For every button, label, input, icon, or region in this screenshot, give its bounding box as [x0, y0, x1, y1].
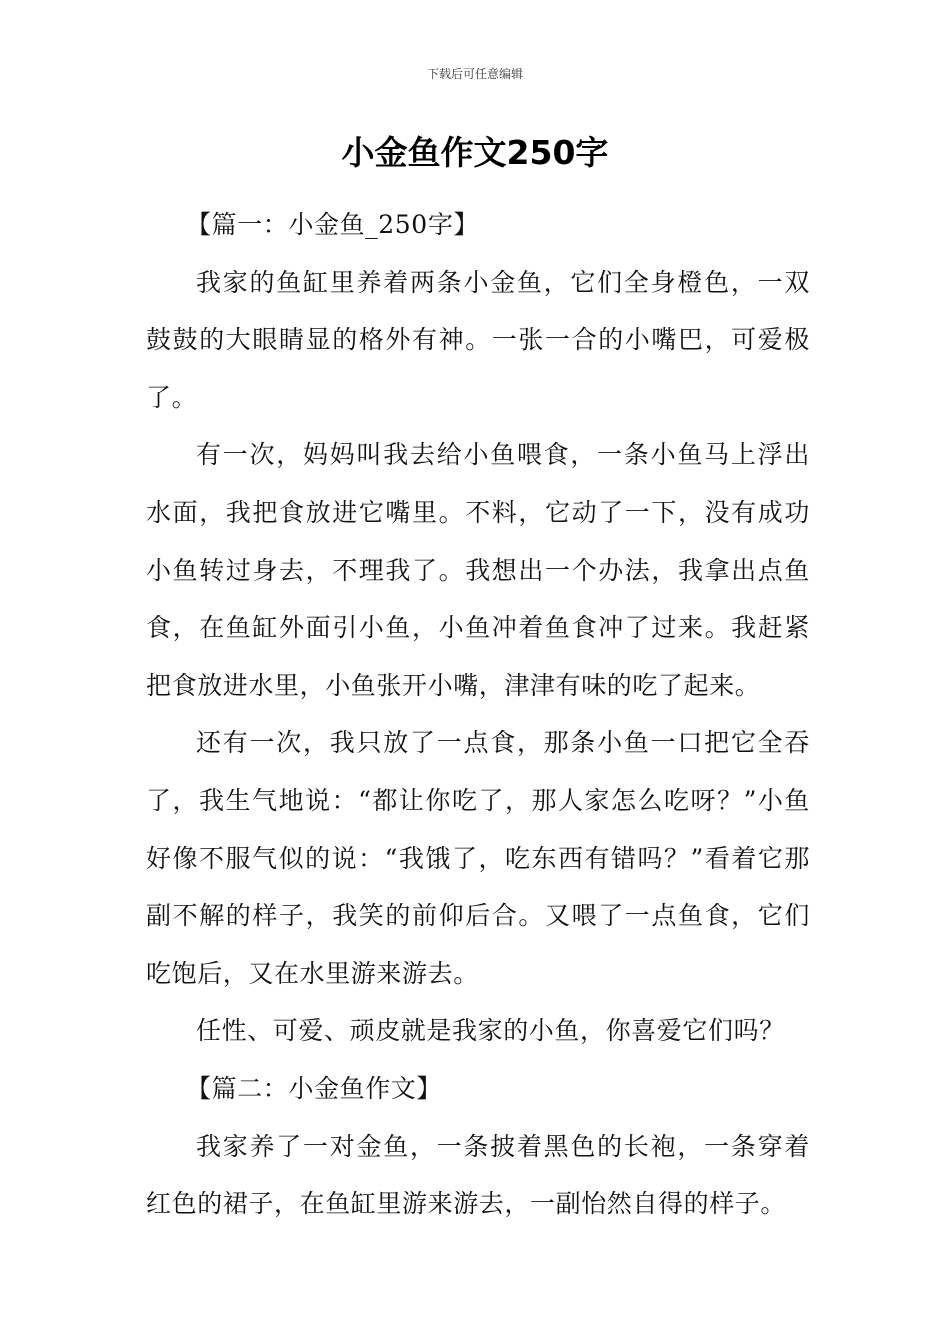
- paragraph: 我家的鱼缸里养着两条小金鱼，它们全身橙色，一双鼓鼓的大眼睛显的格外有神。一张一合的小嘴巴，可爱极了。: [146, 267, 810, 412]
- paragraph: 还有一次，我只放了一点食，那条小鱼一口把它全吞了，我生气地说：“都让你吃了，那人家怎么吃呀？”小鱼好像不服气似的说：“我饿了，吃东西有错吗？”看着它那副不解的样子，我笑的前仰后合。又喂了一点鱼食，它们吃饱后，又在水里游来游去。: [146, 728, 810, 988]
- document-title: 小金鱼作文250字: [341, 133, 609, 172]
- paragraph: 有一次，妈妈叫我去给小鱼喂食，一条小鱼马上浮出水面，我把食放进它嘴里。不料，它动了一下，没有成功小鱼转过身去，不理我了。我想出一个办法，我拿出点鱼食，在鱼缸外面引小鱼，小鱼冲着鱼食冲了过来。我赶紧把食放进水里，小鱼张开小嘴，津津有味的吃了起来。: [146, 440, 810, 700]
- header-note: 下载后可任意编辑: [426, 67, 523, 81]
- section-heading-2: 【篇二：小金鱼作文】: [186, 1073, 443, 1103]
- paragraph: 我家养了一对金鱼，一条披着黑色的长袍，一条穿着红色的裙子，在鱼缸里游来游去，一副怡然自得的样子。: [146, 1131, 810, 1219]
- paragraph: 任性、可爱、顽皮就是我家的小鱼，你喜爱它们吗？: [196, 1016, 785, 1046]
- section-heading-1: 【篇一：小金鱼_250字】: [186, 210, 480, 239]
- document-body: [146, 196, 810, 1233]
